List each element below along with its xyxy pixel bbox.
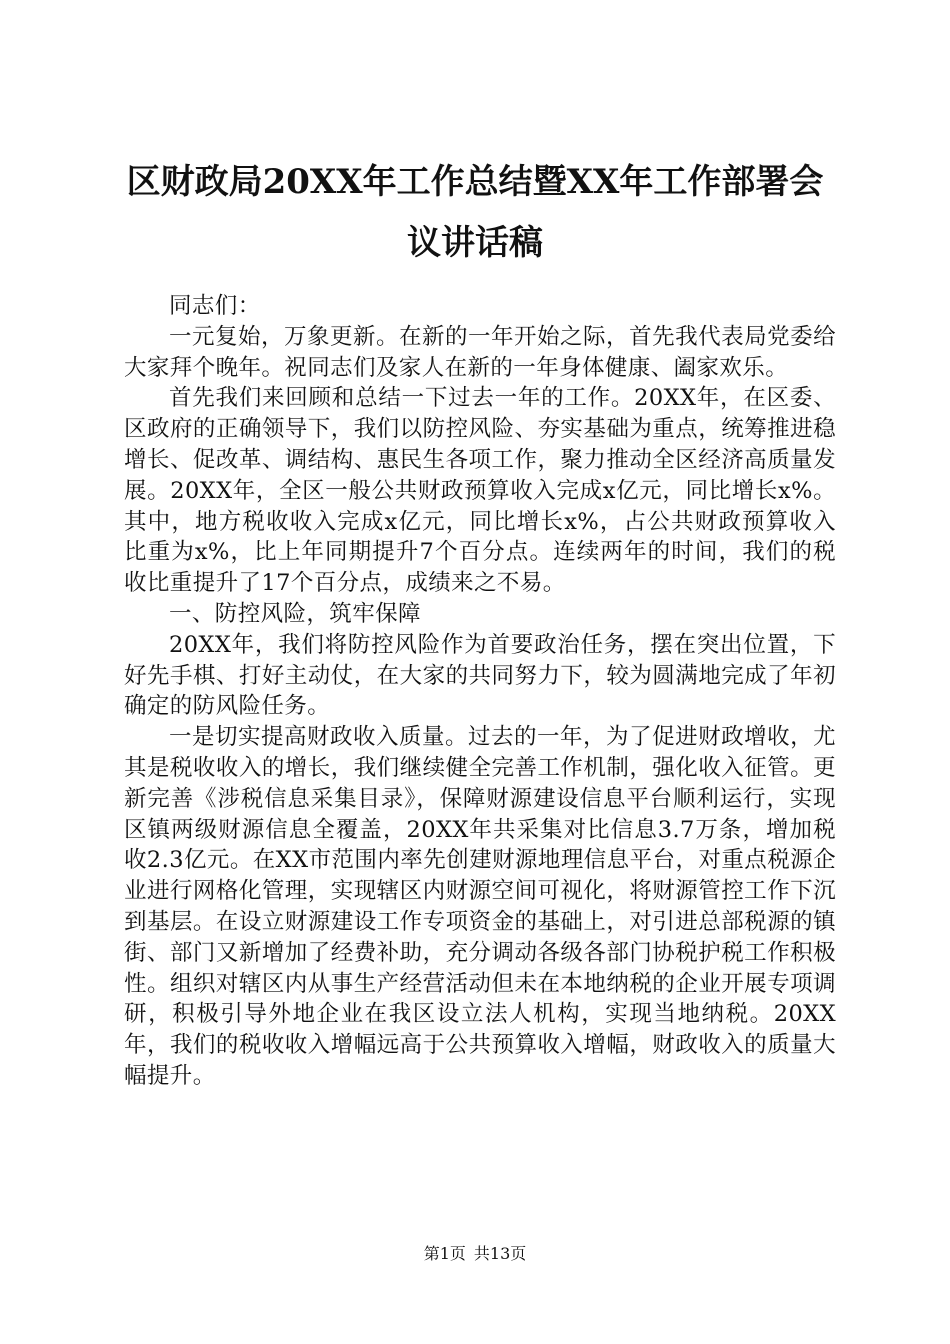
page-number-current: 第1页 — [423, 1244, 466, 1263]
page-footer — [0, 1243, 950, 1265]
greeting-paragraph: 一元复始，万象更新。在新的一年开始之际，首先我代表局党委给大家拜个晚年。祝同志们及家人在新的一年身体健康、阖家欢乐。 — [124, 323, 836, 381]
salutation-paragraph: 同志们： — [169, 293, 261, 319]
document-title-line-2: 议讲话稿 — [407, 223, 543, 263]
section-heading-1: 一、防控风险，筑牢保障 — [169, 600, 421, 627]
page-number-total: 共13页 — [473, 1244, 527, 1263]
document-title-line-1: 区财政局20XX年工作总结暨XX年工作部署会 — [126, 162, 824, 202]
risk-control-paragraph: 20XX年，我们将防控风险作为首要政治任务，摆在突出位置，下好先手棋、打好主动仗，在大家的共同努力下，较为圆满地完成了年初确定的防风险任务。 — [124, 631, 836, 720]
document-body — [124, 291, 836, 1092]
review-paragraph: 首先我们来回顾和总结一下过去一年的工作。20XX年，在区委、区政府的正确领导下，我们以防控风险、夯实基础为重点，统筹推进稳增长、促改革、调结构、惠民生各项工作，聚力推动全区经济高质量发展。20XX年，全区一般公共财政预算收入完成x亿元，同比增长x%。其中，地方税收收入完成x亿元，同比增长x%，占公共财政预算收入比重为x%，比上年同期提升7个百分点。连续两年的时间，我们的税收比重提升了17个百分点，成绩来之不易。 — [124, 385, 836, 597]
revenue-quality-paragraph: 一是切实提高财政收入质量。过去的一年，为了促进财政增收，尤其是税收收入的增长，我们继续健全完善工作机制，强化收入征管。更新完善《涉税信息采集目录》，保障财源建设信息平台顺利运行，实现区镇两级财源信息全覆盖，20XX年共采集对比信息3.7万条，增加税收2.3亿元。在XX市范围内率先创建财源地理信息平台，对重点税源企业进行网格化管理，实现辖区内财源空间可视化，将财源管控工作下沉到基层。在设立财源建设工作专项资金的基础上，对引进总部税源的镇街、部门又新增加了经费补助，充分调动各级各部门协税护税工作积极性。组织对辖区内从事生产经营活动但未在本地纳税的企业开展专项调研，积极引导外地企业在我区设立法人机构，实现当地纳税。20XX年，我们的税收收入增幅远高于公共预算收入增幅，财政收入的质量大幅提升。 — [124, 724, 836, 1089]
